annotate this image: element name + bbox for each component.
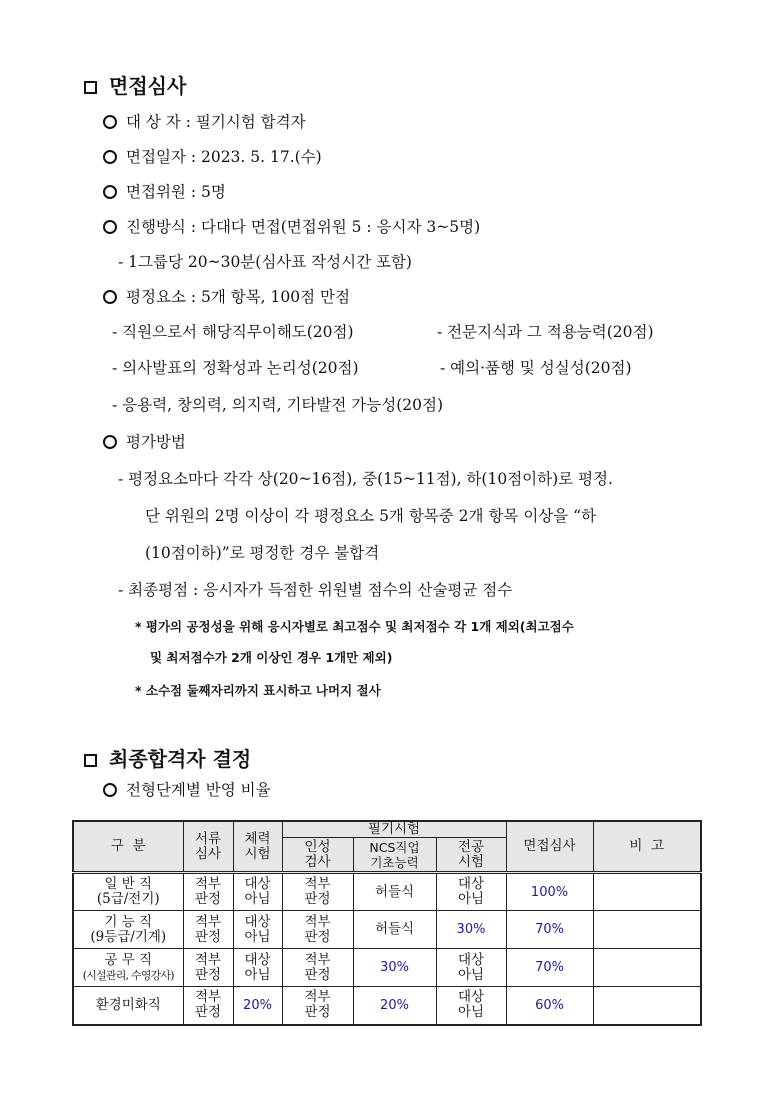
- row-name: 기 능 직 (9등급/기계): [73, 911, 183, 949]
- header-gubun: 구 분: [73, 821, 183, 873]
- row-name: 일 반 직 (5급/전기): [73, 873, 183, 911]
- list-item: 평정요소 : 5개 항목, 100점 만점: [103, 285, 350, 307]
- sub-item: - 평정요소마다 각각 상(20~16점), 중(15~11점), 하(10점이하)로 평정.: [118, 470, 613, 488]
- section-heading-final: [84, 743, 251, 772]
- cell-myeonjeop: 70%: [506, 911, 593, 949]
- cell-bigo: [593, 987, 701, 1025]
- table-row: [73, 911, 701, 949]
- circle-bullet-icon: [103, 290, 117, 304]
- circle-bullet-icon: [103, 115, 117, 129]
- row-name: 공 무 직 (시설관리, 수영강사): [73, 949, 183, 987]
- cell-cheryeok: 대상 아님: [233, 873, 282, 911]
- cell-cheryeok: 20%: [233, 987, 282, 1025]
- header-pilgi: 필기시험: [282, 821, 506, 838]
- cell-ncs: 허들식: [353, 873, 436, 911]
- header-cheryeok: 체력 시험: [233, 821, 282, 873]
- cell-myeonjeop: 100%: [506, 873, 593, 911]
- header-ncs: NCS직업 기초능력: [353, 838, 436, 873]
- cell-ncs: 허들식: [353, 911, 436, 949]
- cell-seoryu: 적부 판정: [183, 987, 233, 1025]
- section-title: 면접심사: [109, 74, 187, 98]
- sub-item: - 전문지식과 그 적용능력(20점): [437, 323, 654, 341]
- cell-cheryeok: 대상 아님: [233, 911, 282, 949]
- cell-seoryu: 적부 판정: [183, 911, 233, 949]
- circle-bullet-icon: [103, 150, 117, 164]
- cell-jeongong: 대상 아님: [436, 949, 506, 987]
- list-item: 면접일자 : 2023. 5. 17.(수): [103, 145, 322, 167]
- checkbox-square-icon: [84, 754, 97, 767]
- circle-bullet-icon: [103, 185, 117, 199]
- circle-bullet-icon: [103, 435, 117, 449]
- sub-item: - 최종평점 : 응시자가 득점한 위원별 점수의 산술평균 점수: [118, 581, 513, 599]
- table-row: [73, 949, 701, 987]
- cell-ncs: 30%: [353, 949, 436, 987]
- header-seoryu: 서류 심사: [183, 821, 233, 873]
- cell-myeonjeop: 60%: [506, 987, 593, 1025]
- header-myeonjeop: 면접심사: [506, 821, 593, 873]
- section-title: 최종합격자 결정: [109, 747, 252, 771]
- row-name: 환경미화직: [73, 987, 183, 1025]
- note: * 소수점 둘째자리까지 표시하고 나머지 절사: [135, 683, 381, 698]
- cell-jeongong: 대상 아님: [436, 873, 506, 911]
- sub-item: - 예의·품행 및 성실성(20점): [440, 359, 632, 377]
- cell-bigo: [593, 873, 701, 911]
- sub-item: - 직원으로서 해당직무이해도(20점): [112, 323, 354, 341]
- cell-seoryu: 적부 판정: [183, 873, 233, 911]
- circle-bullet-icon: [103, 783, 117, 797]
- table-row: [73, 987, 701, 1025]
- note: * 평가의 공정성을 위해 응시자별로 최고점수 및 최저점수 각 1개 제외(최고점수: [135, 619, 574, 634]
- header-jeongong: 전공 시험: [436, 838, 506, 873]
- cell-jeongong: 대상 아님: [436, 987, 506, 1025]
- cell-inseong: 적부 판정: [282, 949, 353, 987]
- cell-inseong: 적부 판정: [282, 873, 353, 911]
- header-bigo: 비 고: [593, 821, 701, 873]
- cell-ncs: 20%: [353, 987, 436, 1025]
- cell-bigo: [593, 949, 701, 987]
- list-item: 평가방법: [103, 430, 186, 452]
- table-row: [73, 873, 701, 911]
- sub-item-cont: (10점이하)”로 평정한 경우 불합격: [145, 544, 380, 562]
- sub-item-cont: 단 위원의 2명 이상이 각 평정요소 5개 항목중 2개 항목 이상을 “하: [145, 507, 597, 525]
- cell-cheryeok: 대상 아님: [233, 949, 282, 987]
- note-cont: 및 최저점수가 2개 이상인 경우 1개만 제외): [150, 650, 393, 665]
- cell-inseong: 적부 판정: [282, 987, 353, 1025]
- section-heading-interview: [84, 70, 186, 99]
- cell-inseong: 적부 판정: [282, 911, 353, 949]
- header-inseong: 인성 검사: [282, 838, 353, 873]
- list-item: 면접위원 : 5명: [103, 180, 226, 202]
- cell-myeonjeop: 70%: [506, 949, 593, 987]
- list-item: 대 상 자 : 필기시험 합격자: [103, 110, 306, 132]
- cell-seoryu: 적부 판정: [183, 949, 233, 987]
- sub-item: - 1그룹당 20~30분(심사표 작성시간 포함): [118, 253, 412, 271]
- cell-bigo: [593, 911, 701, 949]
- cell-jeongong: 30%: [436, 911, 506, 949]
- checkbox-square-icon: [84, 81, 97, 94]
- list-item: 진행방식 : 다대다 면접(면접위원 5 : 응시자 3~5명): [103, 215, 480, 237]
- list-item: 전형단계별 반영 비율: [103, 778, 271, 800]
- sub-item: - 응용력, 창의력, 의지력, 기타발전 가능성(20점): [112, 396, 444, 414]
- circle-bullet-icon: [103, 220, 117, 234]
- sub-item: - 의사발표의 정확성과 논리성(20점): [112, 359, 359, 377]
- ratio-table: [72, 820, 702, 1026]
